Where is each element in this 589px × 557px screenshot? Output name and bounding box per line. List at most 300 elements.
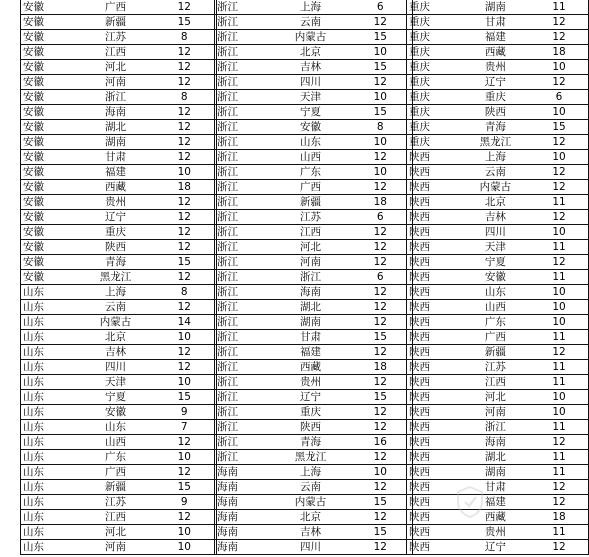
rate-cell[interactable]: 12 <box>530 30 589 45</box>
destination-cell[interactable]: 西藏 <box>273 360 349 375</box>
origin-cell[interactable]: 浙江 <box>215 210 273 225</box>
origin-cell[interactable]: 重庆 <box>407 135 461 150</box>
destination-cell[interactable]: 西藏 <box>461 510 530 525</box>
destination-cell[interactable]: 广西 <box>461 330 530 345</box>
destination-cell[interactable]: 上海 <box>461 150 530 165</box>
destination-cell[interactable]: 辽宁 <box>461 540 530 555</box>
destination-cell[interactable]: 重庆 <box>79 225 153 240</box>
origin-cell[interactable]: 浙江 <box>215 255 273 270</box>
destination-cell[interactable]: 贵州 <box>79 195 153 210</box>
origin-cell[interactable]: 陕西 <box>407 180 461 195</box>
origin-cell[interactable]: 山东 <box>21 420 79 435</box>
destination-cell[interactable]: 甘肃 <box>461 480 530 495</box>
rate-cell[interactable]: 8 <box>349 120 413 135</box>
origin-cell[interactable]: 山东 <box>21 345 79 360</box>
origin-cell[interactable]: 海南 <box>215 525 273 540</box>
origin-cell[interactable]: 安徽 <box>21 15 79 30</box>
rate-cell[interactable]: 11 <box>530 270 589 285</box>
rate-cell[interactable]: 15 <box>349 60 413 75</box>
destination-cell[interactable]: 山东 <box>79 420 153 435</box>
origin-cell[interactable]: 安徽 <box>21 135 79 150</box>
destination-cell[interactable]: 贵州 <box>273 375 349 390</box>
origin-cell[interactable]: 山东 <box>21 360 79 375</box>
origin-cell[interactable]: 浙江 <box>215 15 273 30</box>
rate-cell[interactable]: 6 <box>349 210 413 225</box>
destination-cell[interactable]: 江西 <box>79 45 153 60</box>
destination-cell[interactable]: 江苏 <box>461 360 530 375</box>
origin-cell[interactable]: 浙江 <box>215 0 273 15</box>
rate-cell[interactable]: 12 <box>153 45 217 60</box>
destination-cell[interactable]: 陕西 <box>461 105 530 120</box>
destination-cell[interactable]: 海南 <box>273 285 349 300</box>
origin-cell[interactable]: 陕西 <box>407 390 461 405</box>
rate-cell[interactable]: 12 <box>349 510 413 525</box>
rate-cell[interactable]: 12 <box>153 60 217 75</box>
rate-cell[interactable]: 12 <box>153 240 217 255</box>
destination-cell[interactable]: 四川 <box>273 75 349 90</box>
rate-cell[interactable]: 12 <box>530 255 589 270</box>
rate-cell[interactable]: 12 <box>153 120 217 135</box>
rate-cell[interactable]: 12 <box>349 345 413 360</box>
origin-cell[interactable]: 浙江 <box>215 375 273 390</box>
origin-cell[interactable]: 山东 <box>21 300 79 315</box>
origin-cell[interactable]: 海南 <box>215 465 273 480</box>
rate-cell[interactable]: 18 <box>153 180 217 195</box>
destination-cell[interactable]: 河北 <box>273 240 349 255</box>
destination-cell[interactable]: 西藏 <box>79 180 153 195</box>
origin-cell[interactable]: 浙江 <box>215 360 273 375</box>
origin-cell[interactable]: 安徽 <box>21 30 79 45</box>
rate-cell[interactable]: 10 <box>153 165 217 180</box>
rate-cell[interactable]: 12 <box>530 180 589 195</box>
rate-cell[interactable]: 9 <box>153 495 217 510</box>
origin-cell[interactable]: 安徽 <box>21 120 79 135</box>
rate-cell[interactable]: 11 <box>530 195 589 210</box>
rate-cell[interactable]: 10 <box>349 465 413 480</box>
origin-cell[interactable]: 浙江 <box>215 195 273 210</box>
rate-cell[interactable]: 12 <box>153 345 217 360</box>
rate-cell[interactable]: 18 <box>530 510 589 525</box>
origin-cell[interactable]: 陕西 <box>407 240 461 255</box>
rate-cell[interactable]: 12 <box>153 225 217 240</box>
rate-cell[interactable]: 10 <box>530 285 589 300</box>
origin-cell[interactable]: 山东 <box>21 510 79 525</box>
origin-cell[interactable]: 山东 <box>21 390 79 405</box>
origin-cell[interactable]: 浙江 <box>215 75 273 90</box>
rate-cell[interactable]: 12 <box>530 165 589 180</box>
rate-cell[interactable]: 6 <box>349 0 413 15</box>
rate-cell[interactable]: 15 <box>153 15 217 30</box>
destination-cell[interactable]: 天津 <box>461 240 530 255</box>
rate-cell[interactable]: 11 <box>530 375 589 390</box>
rate-cell[interactable]: 11 <box>530 420 589 435</box>
origin-cell[interactable]: 陕西 <box>407 525 461 540</box>
origin-cell[interactable]: 陕西 <box>407 150 461 165</box>
destination-cell[interactable]: 新疆 <box>461 345 530 360</box>
origin-cell[interactable]: 陕西 <box>407 210 461 225</box>
rate-cell[interactable]: 12 <box>530 135 589 150</box>
destination-cell[interactable]: 甘肃 <box>273 330 349 345</box>
origin-cell[interactable]: 浙江 <box>215 285 273 300</box>
rate-cell[interactable]: 11 <box>530 525 589 540</box>
destination-cell[interactable]: 吉林 <box>273 60 349 75</box>
origin-cell[interactable]: 安徽 <box>21 60 79 75</box>
rate-cell[interactable]: 15 <box>349 330 413 345</box>
rate-cell[interactable]: 12 <box>349 375 413 390</box>
rate-cell[interactable]: 10 <box>530 225 589 240</box>
rate-cell[interactable]: 12 <box>153 135 217 150</box>
destination-cell[interactable]: 河南 <box>273 255 349 270</box>
destination-cell[interactable]: 广东 <box>79 450 153 465</box>
origin-cell[interactable]: 山东 <box>21 465 79 480</box>
origin-cell[interactable]: 陕西 <box>407 420 461 435</box>
origin-cell[interactable]: 重庆 <box>407 90 461 105</box>
rate-cell[interactable]: 18 <box>349 360 413 375</box>
destination-cell[interactable]: 青海 <box>461 120 530 135</box>
destination-cell[interactable]: 新疆 <box>79 15 153 30</box>
origin-cell[interactable]: 海南 <box>215 510 273 525</box>
rate-cell[interactable]: 10 <box>530 150 589 165</box>
destination-cell[interactable]: 北京 <box>461 195 530 210</box>
origin-cell[interactable]: 重庆 <box>407 0 461 15</box>
destination-cell[interactable]: 江苏 <box>273 210 349 225</box>
rate-cell[interactable]: 15 <box>349 390 413 405</box>
origin-cell[interactable]: 重庆 <box>407 15 461 30</box>
destination-cell[interactable]: 广东 <box>461 315 530 330</box>
destination-cell[interactable]: 吉林 <box>461 210 530 225</box>
origin-cell[interactable]: 重庆 <box>407 45 461 60</box>
destination-cell[interactable]: 青海 <box>79 255 153 270</box>
rate-cell[interactable]: 10 <box>153 330 217 345</box>
rate-cell[interactable]: 12 <box>349 540 413 555</box>
destination-cell[interactable]: 山西 <box>273 150 349 165</box>
origin-cell[interactable]: 安徽 <box>21 270 79 285</box>
destination-cell[interactable]: 黑龙江 <box>79 270 153 285</box>
destination-cell[interactable]: 福建 <box>461 30 530 45</box>
destination-cell[interactable]: 云南 <box>273 480 349 495</box>
origin-cell[interactable]: 浙江 <box>215 165 273 180</box>
rate-cell[interactable]: 10 <box>349 90 413 105</box>
destination-cell[interactable]: 上海 <box>273 465 349 480</box>
rate-cell[interactable]: 12 <box>530 75 589 90</box>
origin-cell[interactable]: 海南 <box>215 480 273 495</box>
rate-cell[interactable]: 12 <box>349 300 413 315</box>
rate-cell[interactable]: 12 <box>349 240 413 255</box>
destination-cell[interactable]: 山东 <box>461 285 530 300</box>
destination-cell[interactable]: 安徽 <box>273 120 349 135</box>
origin-cell[interactable]: 陕西 <box>407 405 461 420</box>
rate-cell[interactable]: 6 <box>530 90 589 105</box>
origin-cell[interactable]: 浙江 <box>215 390 273 405</box>
destination-cell[interactable]: 浙江 <box>273 270 349 285</box>
origin-cell[interactable]: 山东 <box>21 480 79 495</box>
rate-cell[interactable]: 12 <box>530 435 589 450</box>
destination-cell[interactable]: 浙江 <box>461 420 530 435</box>
rate-cell[interactable]: 10 <box>349 165 413 180</box>
rate-cell[interactable]: 12 <box>153 150 217 165</box>
origin-cell[interactable]: 浙江 <box>215 330 273 345</box>
origin-cell[interactable]: 浙江 <box>215 90 273 105</box>
origin-cell[interactable]: 浙江 <box>215 270 273 285</box>
destination-cell[interactable]: 海南 <box>79 105 153 120</box>
rate-cell[interactable]: 10 <box>530 315 589 330</box>
destination-cell[interactable]: 福建 <box>273 345 349 360</box>
rate-cell[interactable]: 12 <box>153 435 217 450</box>
rate-cell[interactable]: 8 <box>153 285 217 300</box>
destination-cell[interactable]: 河北 <box>79 60 153 75</box>
destination-cell[interactable]: 陕西 <box>79 240 153 255</box>
origin-cell[interactable]: 陕西 <box>407 375 461 390</box>
rate-cell[interactable]: 15 <box>349 30 413 45</box>
origin-cell[interactable]: 安徽 <box>21 45 79 60</box>
rate-cell[interactable]: 10 <box>153 375 217 390</box>
destination-cell[interactable]: 湖南 <box>461 0 530 15</box>
destination-cell[interactable]: 辽宁 <box>273 390 349 405</box>
rate-cell[interactable]: 12 <box>530 210 589 225</box>
rate-cell[interactable]: 12 <box>530 480 589 495</box>
destination-cell[interactable]: 河南 <box>79 75 153 90</box>
destination-cell[interactable]: 四川 <box>461 225 530 240</box>
destination-cell[interactable]: 西藏 <box>461 45 530 60</box>
rate-cell[interactable]: 15 <box>349 525 413 540</box>
origin-cell[interactable]: 浙江 <box>215 300 273 315</box>
origin-cell[interactable]: 山东 <box>21 405 79 420</box>
destination-cell[interactable]: 福建 <box>461 495 530 510</box>
destination-cell[interactable]: 吉林 <box>273 525 349 540</box>
destination-cell[interactable]: 江西 <box>461 375 530 390</box>
origin-cell[interactable]: 山东 <box>21 495 79 510</box>
rate-cell[interactable]: 15 <box>530 120 589 135</box>
origin-cell[interactable]: 山东 <box>21 315 79 330</box>
rate-cell[interactable]: 12 <box>349 405 413 420</box>
rate-cell[interactable]: 11 <box>530 0 589 15</box>
destination-cell[interactable]: 云南 <box>79 300 153 315</box>
rate-cell[interactable]: 12 <box>349 255 413 270</box>
rate-cell[interactable]: 12 <box>349 315 413 330</box>
destination-cell[interactable]: 宁夏 <box>273 105 349 120</box>
destination-cell[interactable]: 贵州 <box>461 60 530 75</box>
origin-cell[interactable]: 浙江 <box>215 315 273 330</box>
rate-cell[interactable]: 14 <box>153 315 217 330</box>
destination-cell[interactable]: 广东 <box>273 165 349 180</box>
rate-cell[interactable]: 12 <box>349 420 413 435</box>
destination-cell[interactable]: 甘肃 <box>79 150 153 165</box>
destination-cell[interactable]: 宁夏 <box>79 390 153 405</box>
origin-cell[interactable]: 重庆 <box>407 60 461 75</box>
origin-cell[interactable]: 陕西 <box>407 330 461 345</box>
rate-cell[interactable]: 6 <box>349 270 413 285</box>
destination-cell[interactable]: 黑龙江 <box>273 450 349 465</box>
origin-cell[interactable]: 浙江 <box>215 405 273 420</box>
rate-cell[interactable]: 12 <box>153 510 217 525</box>
origin-cell[interactable]: 安徽 <box>21 150 79 165</box>
origin-cell[interactable]: 陕西 <box>407 540 461 555</box>
rate-cell[interactable]: 10 <box>153 450 217 465</box>
destination-cell[interactable]: 四川 <box>273 540 349 555</box>
rate-cell[interactable]: 12 <box>153 210 217 225</box>
rate-cell[interactable]: 10 <box>153 525 217 540</box>
destination-cell[interactable]: 河北 <box>461 390 530 405</box>
destination-cell[interactable]: 湖南 <box>273 315 349 330</box>
rate-cell[interactable]: 11 <box>530 450 589 465</box>
destination-cell[interactable]: 江西 <box>79 510 153 525</box>
rate-cell[interactable]: 11 <box>530 240 589 255</box>
origin-cell[interactable]: 浙江 <box>215 60 273 75</box>
destination-cell[interactable]: 广西 <box>273 180 349 195</box>
destination-cell[interactable]: 甘肃 <box>461 15 530 30</box>
rate-cell[interactable]: 12 <box>530 540 589 555</box>
origin-cell[interactable]: 浙江 <box>215 30 273 45</box>
origin-cell[interactable]: 陕西 <box>407 465 461 480</box>
rate-cell[interactable]: 12 <box>153 300 217 315</box>
origin-cell[interactable]: 陕西 <box>407 300 461 315</box>
origin-cell[interactable]: 陕西 <box>407 450 461 465</box>
destination-cell[interactable]: 吉林 <box>79 345 153 360</box>
rate-cell[interactable]: 12 <box>349 480 413 495</box>
destination-cell[interactable]: 河北 <box>79 525 153 540</box>
destination-cell[interactable]: 上海 <box>79 285 153 300</box>
origin-cell[interactable]: 浙江 <box>215 420 273 435</box>
destination-cell[interactable]: 陕西 <box>273 420 349 435</box>
origin-cell[interactable]: 海南 <box>215 495 273 510</box>
origin-cell[interactable]: 重庆 <box>407 120 461 135</box>
origin-cell[interactable]: 安徽 <box>21 210 79 225</box>
origin-cell[interactable]: 安徽 <box>21 75 79 90</box>
rate-cell[interactable]: 12 <box>349 75 413 90</box>
destination-cell[interactable]: 河南 <box>461 405 530 420</box>
origin-cell[interactable]: 安徽 <box>21 180 79 195</box>
destination-cell[interactable]: 新疆 <box>273 195 349 210</box>
destination-cell[interactable]: 广西 <box>79 465 153 480</box>
rate-cell[interactable]: 12 <box>153 195 217 210</box>
rate-cell[interactable]: 12 <box>530 345 589 360</box>
origin-cell[interactable]: 浙江 <box>215 180 273 195</box>
destination-cell[interactable]: 贵州 <box>461 525 530 540</box>
origin-cell[interactable]: 安徽 <box>21 225 79 240</box>
origin-cell[interactable]: 安徽 <box>21 90 79 105</box>
destination-cell[interactable]: 山东 <box>273 135 349 150</box>
rate-cell[interactable]: 10 <box>530 60 589 75</box>
rate-cell[interactable]: 10 <box>530 105 589 120</box>
rate-cell[interactable]: 10 <box>349 45 413 60</box>
destination-cell[interactable]: 河南 <box>79 540 153 555</box>
destination-cell[interactable]: 内蒙古 <box>79 315 153 330</box>
rate-cell[interactable]: 8 <box>153 90 217 105</box>
rate-cell[interactable]: 12 <box>153 75 217 90</box>
origin-cell[interactable]: 陕西 <box>407 315 461 330</box>
origin-cell[interactable]: 重庆 <box>407 75 461 90</box>
rate-cell[interactable]: 12 <box>530 15 589 30</box>
destination-cell[interactable]: 新疆 <box>79 480 153 495</box>
destination-cell[interactable]: 内蒙古 <box>461 180 530 195</box>
destination-cell[interactable]: 内蒙古 <box>273 30 349 45</box>
origin-cell[interactable]: 重庆 <box>407 30 461 45</box>
destination-cell[interactable]: 辽宁 <box>79 210 153 225</box>
destination-cell[interactable]: 北京 <box>273 45 349 60</box>
origin-cell[interactable]: 山东 <box>21 540 79 555</box>
rate-cell[interactable]: 15 <box>349 495 413 510</box>
rate-cell[interactable]: 7 <box>153 420 217 435</box>
rate-cell[interactable]: 12 <box>349 450 413 465</box>
destination-cell[interactable]: 黑龙江 <box>461 135 530 150</box>
origin-cell[interactable]: 陕西 <box>407 435 461 450</box>
rate-cell[interactable]: 12 <box>153 465 217 480</box>
destination-cell[interactable]: 江苏 <box>79 495 153 510</box>
rate-cell[interactable]: 12 <box>349 15 413 30</box>
origin-cell[interactable]: 浙江 <box>215 120 273 135</box>
rate-cell[interactable]: 10 <box>530 390 589 405</box>
origin-cell[interactable]: 陕西 <box>407 480 461 495</box>
rate-cell[interactable]: 15 <box>153 390 217 405</box>
origin-cell[interactable]: 浙江 <box>215 435 273 450</box>
origin-cell[interactable]: 陕西 <box>407 225 461 240</box>
origin-cell[interactable]: 安徽 <box>21 255 79 270</box>
destination-cell[interactable]: 青海 <box>273 435 349 450</box>
origin-cell[interactable]: 陕西 <box>407 495 461 510</box>
rate-cell[interactable]: 11 <box>530 330 589 345</box>
destination-cell[interactable]: 内蒙古 <box>273 495 349 510</box>
rate-cell[interactable]: 12 <box>349 285 413 300</box>
destination-cell[interactable]: 安徽 <box>79 405 153 420</box>
rate-cell[interactable]: 10 <box>153 540 217 555</box>
origin-cell[interactable]: 陕西 <box>407 285 461 300</box>
origin-cell[interactable]: 山东 <box>21 330 79 345</box>
destination-cell[interactable]: 湖南 <box>461 465 530 480</box>
rate-cell[interactable]: 12 <box>153 270 217 285</box>
destination-cell[interactable]: 辽宁 <box>461 75 530 90</box>
destination-cell[interactable]: 广西 <box>79 0 153 15</box>
rate-cell[interactable]: 11 <box>530 360 589 375</box>
destination-cell[interactable]: 湖北 <box>461 450 530 465</box>
rate-cell[interactable]: 15 <box>153 480 217 495</box>
rate-cell[interactable]: 10 <box>530 405 589 420</box>
destination-cell[interactable]: 江苏 <box>79 30 153 45</box>
origin-cell[interactable]: 陕西 <box>407 165 461 180</box>
rate-cell[interactable]: 15 <box>153 255 217 270</box>
destination-cell[interactable]: 云南 <box>461 165 530 180</box>
origin-cell[interactable]: 陕西 <box>407 255 461 270</box>
rate-cell[interactable]: 9 <box>153 405 217 420</box>
origin-cell[interactable]: 陕西 <box>407 270 461 285</box>
rate-cell[interactable]: 16 <box>349 435 413 450</box>
destination-cell[interactable]: 天津 <box>273 90 349 105</box>
origin-cell[interactable]: 浙江 <box>215 240 273 255</box>
origin-cell[interactable]: 陕西 <box>407 510 461 525</box>
rate-cell[interactable]: 11 <box>530 465 589 480</box>
origin-cell[interactable]: 陕西 <box>407 360 461 375</box>
rate-cell[interactable]: 12 <box>349 180 413 195</box>
origin-cell[interactable]: 安徽 <box>21 165 79 180</box>
destination-cell[interactable]: 天津 <box>79 375 153 390</box>
origin-cell[interactable]: 陕西 <box>407 195 461 210</box>
origin-cell[interactable]: 陕西 <box>407 345 461 360</box>
rate-cell[interactable]: 10 <box>530 300 589 315</box>
origin-cell[interactable]: 山东 <box>21 375 79 390</box>
origin-cell[interactable]: 安徽 <box>21 240 79 255</box>
destination-cell[interactable]: 山西 <box>79 435 153 450</box>
origin-cell[interactable]: 海南 <box>215 540 273 555</box>
destination-cell[interactable]: 重庆 <box>461 90 530 105</box>
destination-cell[interactable]: 江西 <box>273 225 349 240</box>
destination-cell[interactable]: 浙江 <box>79 90 153 105</box>
destination-cell[interactable]: 北京 <box>273 510 349 525</box>
destination-cell[interactable]: 海南 <box>461 435 530 450</box>
origin-cell[interactable]: 山东 <box>21 450 79 465</box>
destination-cell[interactable]: 北京 <box>79 330 153 345</box>
destination-cell[interactable]: 宁夏 <box>461 255 530 270</box>
origin-cell[interactable]: 安徽 <box>21 195 79 210</box>
rate-cell[interactable]: 12 <box>153 105 217 120</box>
